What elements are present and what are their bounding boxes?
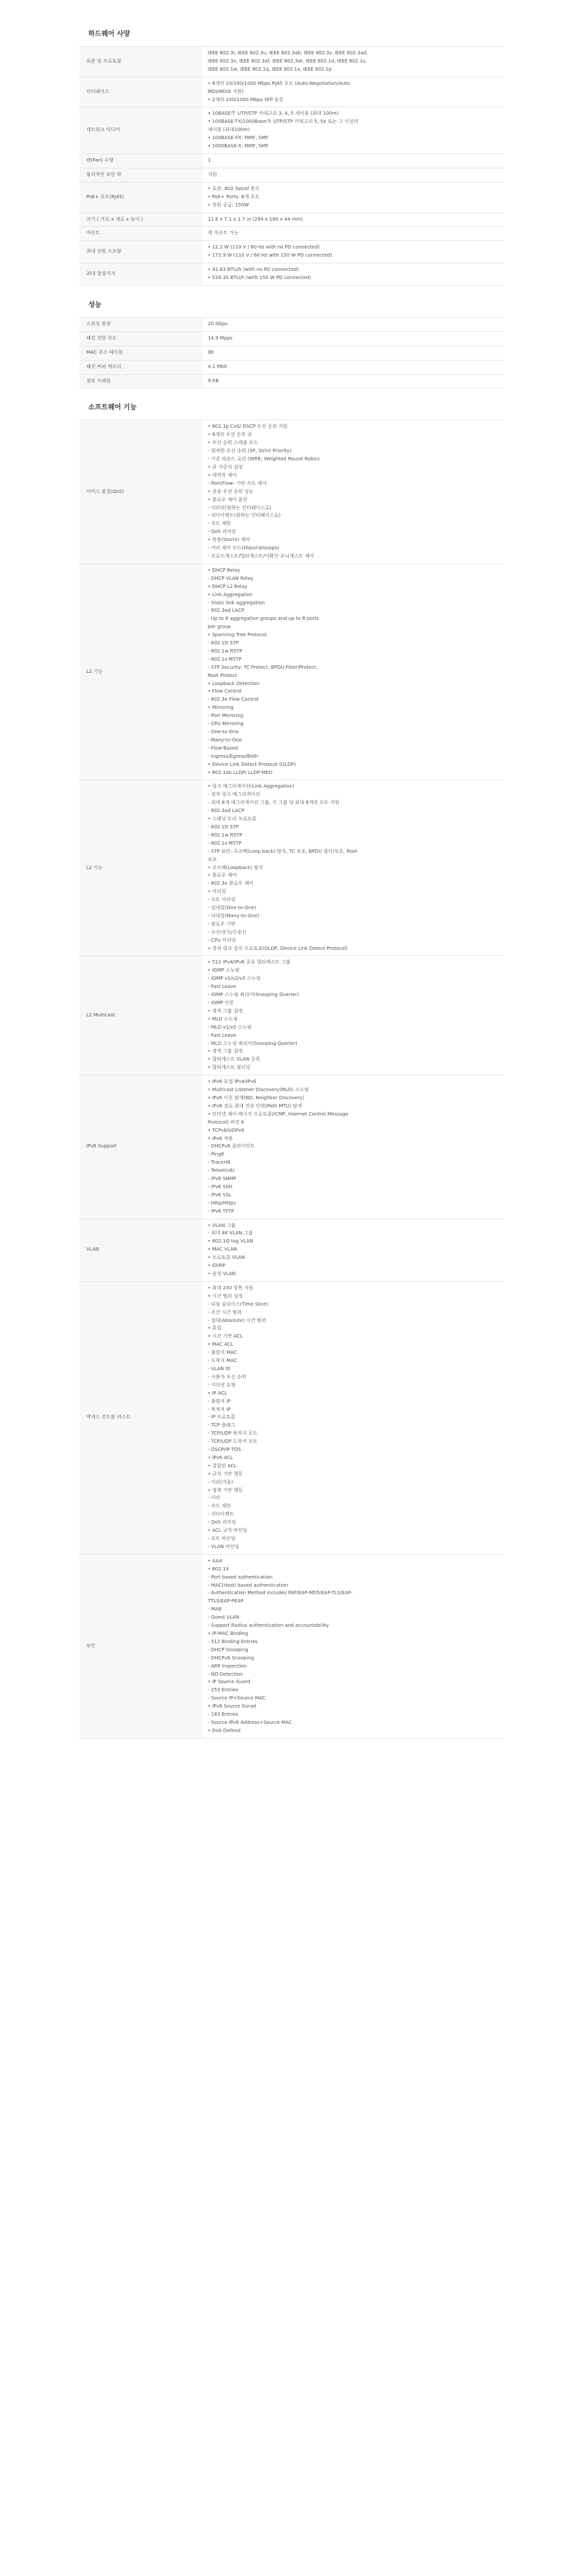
spec-value-line: • 결합된 ACL (208, 1462, 237, 1469)
spec-value (202, 77, 505, 107)
spec-value-line: - 도착지 MAC (208, 1358, 237, 1364)
spec-value-line: - Support Radius authentication and accountability (208, 1623, 329, 1629)
spec-value-line: - 802.3ad LACP (208, 608, 244, 614)
spec-value-line: • 512 IPv4/IPv6 공유 멀티캐스트 그룹 (208, 959, 291, 965)
spec-value-line: • IPv6 Source Gurad (208, 1704, 257, 1710)
spec-value-line: • 100BASE-TX/1000Base-T: UTP/STP 카테고리 5, 5e 또는 그 이상의 (208, 119, 359, 125)
spec-row (79, 346, 505, 360)
spec-value-line: - Source IPv6 Address+Source MAC (208, 1719, 292, 1725)
spec-value-line: - IGMP v1/v2/v3 스누핑 (208, 976, 261, 982)
spec-value (202, 1554, 505, 1738)
spec-value-line: • 스패닝 트리 프로토콜 (208, 816, 257, 822)
spec-label: VLAN (79, 1219, 202, 1281)
spec-value-line: • 100BASE-FX: MMF, SMF (208, 135, 269, 141)
spec-label: L2 Multicast (79, 956, 202, 1075)
spec-value-line: - MLD 스누핑 쿼리어(Snooping Querier) (208, 1040, 297, 1046)
spec-value-line: • VLAN 그룹 (208, 1222, 236, 1228)
spec-value-line: • IP Source Guard (208, 1679, 251, 1685)
spec-row (79, 1219, 505, 1281)
section-title: 성능 (88, 301, 102, 309)
spec-row (79, 1075, 505, 1219)
spec-value (202, 956, 505, 1075)
spec-value-line: - DHCPv6 Snooping (208, 1655, 255, 1661)
spec-row (79, 241, 505, 263)
spec-row (79, 420, 505, 564)
spec-value-line: 20 Gbps (208, 320, 228, 327)
spec-value-line: - 리다이렉트 (208, 1511, 234, 1517)
spec-value-line: - 미러 (208, 1495, 221, 1501)
spec-value-line: • DHCP Relay (208, 567, 240, 573)
spec-value-line: - 미러리(원하는 인터페이스로) (208, 504, 272, 511)
spec-row (79, 374, 505, 388)
spec-value (202, 241, 505, 263)
spec-value (202, 182, 505, 213)
spec-value-line: • IP ACL (208, 1390, 227, 1396)
spec-value-line: • 우선 순위 스케쥴 모드 (208, 440, 258, 446)
spec-value (202, 1219, 505, 1281)
spec-value-line: - 절대(Absolute) 시간 범위 (208, 1317, 266, 1323)
spec-value-line: - IGMP 스누핑 쿼리어(Snooping Querier) (208, 992, 299, 998)
spec-value-line: • 전원 공급: 150W (208, 202, 249, 208)
spec-value-line: • 루프백(Loopback) 탐지 (208, 864, 263, 870)
spec-value-line: • IGMP 스누핑 (208, 968, 240, 974)
spec-row (79, 360, 505, 374)
spec-value-line: • 규칙 기반 행동 (208, 1471, 243, 1477)
spec-value-line: • IPv6 ACL (208, 1454, 233, 1460)
spec-value-line: - Static link aggregation (208, 600, 265, 606)
spec-value-line: - STP 보안: 루프백(Loop back) 탐지, TC 보호, BPDU 필터/보호, Root (208, 848, 358, 854)
spec-value-line: - 수신/송신/수송신 (208, 929, 247, 935)
spec-value-line: - Many-to-One (208, 737, 242, 743)
spec-label: IPv6 Support (79, 1075, 202, 1219)
spec-value-line: • 최대 230 항목 지원 (208, 1285, 253, 1291)
spec-value-line: - 주간 시간 범위 (208, 1309, 242, 1315)
spec-value-line: - 183 Entries (208, 1712, 238, 1718)
spec-value-line: - 802.3ad LACP (208, 808, 244, 814)
spec-value (202, 374, 505, 388)
spec-value-line: 11.6 x 7.1 x 1.7 in (294 x 180 x 44 mm) (208, 216, 304, 222)
spec-value-line: - Guest VLAN (208, 1615, 240, 1621)
spec-table (79, 420, 505, 1738)
spec-value-line: • 큐 가중치 설정 (208, 464, 243, 470)
spec-value (202, 317, 505, 331)
spec-value-line: • 802.1ab LLDP/ LLDP-MED (208, 769, 272, 775)
spec-value-line: • Flow Control (208, 688, 242, 695)
spec-value-line: - Ingress/Egress/Both (208, 753, 259, 759)
spec-value (202, 168, 505, 182)
spec-value-line: - 일대일(One-to-One) (208, 905, 257, 911)
spec-value-line: Root Protect (208, 672, 237, 678)
spec-row (79, 227, 505, 241)
spec-value-line: 4.1 Mbit (208, 363, 227, 369)
spec-value (202, 420, 505, 564)
spec-value-line: - 사용자 우선 순위 (208, 1374, 247, 1380)
spec-value-line: • 10BASE-T: UTP/STP 카테고리 3, 4, 5 케이블 (최대 100m) (208, 111, 339, 117)
spec-row (79, 956, 505, 1075)
spec-value-line: TTLS/EAP-PEAP (208, 1598, 244, 1604)
spec-value-line: - DHCPv6 클라이언트 (208, 1143, 255, 1149)
spec-value-line: - Telnet(v6) (208, 1168, 235, 1174)
spec-value-line: • 539.35 BTU/h (with 150 W PD connected) (208, 275, 312, 281)
spec-value-line: per group (208, 624, 232, 630)
spec-row (79, 107, 505, 154)
spec-value-line: • 정적 그룹 설정 (208, 1048, 243, 1054)
spec-value-line: - Ping6 (208, 1152, 225, 1158)
spec-value-line: 8K (208, 349, 215, 355)
spec-value-line: - MAB (208, 1606, 222, 1613)
spec-value-line: IEEE 802.3x, IEEE 802.3af, IEEE 802.3at, IEEE 802.1d, IEEE 802.1s, (208, 58, 367, 64)
spec-value-line: - Tracert6 (208, 1160, 231, 1166)
spec-row (79, 47, 505, 77)
spec-value-line: 14.9 Mpps (208, 335, 233, 341)
spec-value-line: - 정적 링크 애그리게이션 (208, 792, 260, 798)
spec-value-line: - Port Mirroring (208, 713, 244, 719)
spec-value-line: • 대역폭 제어 (208, 472, 237, 478)
spec-value-line: • MAC ACL (208, 1342, 234, 1348)
spec-value-line: - 253 Entries (208, 1687, 238, 1693)
spec-value (202, 346, 505, 360)
spec-value (202, 107, 505, 154)
spec-value-line: • 장치 링크 감지 프로토콜(DLDP, Device Link Detect Protocol) (208, 945, 348, 951)
spec-value-line: - 목적지 IP (208, 1406, 231, 1412)
spec-value-line: - 타임 슬라이스(Time Slice) (208, 1301, 268, 1307)
spec-value (202, 331, 505, 346)
spec-value-line: - 가중 라운드 로빈 (WRR, Weighted Round Robin) (208, 456, 320, 462)
spec-value-line: - ND Detection (208, 1671, 243, 1677)
spec-value-line: • 8개의 우선 순위 큐 (208, 432, 252, 438)
spec-value-line: IEEE 802.1w, IEEE 802.1q, IEEE 802.1x, IEEE 802.1p (208, 66, 332, 72)
spec-value-line: • MAC VLAN (208, 1247, 238, 1253)
spec-value-line: 지원 (208, 171, 217, 177)
spec-label: L2 기능 (79, 564, 202, 780)
spec-value-line: • 플로우 제어 옵션 (208, 496, 248, 502)
spec-label: 표준 및 프로토콜 (79, 47, 202, 77)
spec-value-line: • 173.9 W (110 V / 60 Hz with 150 W PD connected) (208, 253, 333, 259)
spec-value-line: • DoS Defend (208, 1727, 241, 1733)
spec-value-line: • 8개의 10/100/1000 Mbps RJ45 포트 (Auto-Negotiation/Auto (208, 80, 350, 86)
spec-value-line: • 인터넷 제어 메시지 프로토콜(ICMP, Internet Control Message (208, 1111, 348, 1117)
spec-value-line: - 엄격한 우선 순위 (SP, Strict Priority) (208, 448, 292, 454)
spec-row (79, 77, 505, 107)
spec-label: MAC 주소 테이블 (79, 346, 202, 360)
spec-row (79, 153, 505, 168)
spec-value-line: - IPv6 SSH (208, 1183, 233, 1190)
spec-value-line: • IPv6 듀얼 IPv4/IPv6 (208, 1079, 257, 1085)
spec-value-line: - DSCP/IP TOS (208, 1447, 241, 1453)
spec-value-line: • 멀티캐스트 VLAN 등록 (208, 1056, 261, 1063)
spec-value-line: - VLAN ID (208, 1365, 231, 1372)
spec-value-line: - CPU 미러링 (208, 937, 236, 943)
spec-table (79, 317, 505, 389)
spec-value-line: - 512 Binding Entries (208, 1638, 258, 1644)
spec-value-line: • IPv6 경로 최대 전송 단위(Path MTU) 탐색 (208, 1103, 302, 1109)
spec-value-line: - 802.3x 플로우 제어 (208, 881, 254, 887)
spec-value-line: - Port based authentication (208, 1574, 273, 1580)
spec-value-line: - 플로우 기반 (208, 921, 236, 927)
spec-value-line: • MLD 스누핑 (208, 1016, 238, 1022)
spec-value-line: - 802.1s MSTP (208, 840, 242, 846)
spec-value-line: - 속도 제한 (208, 521, 232, 527)
spec-value-line: - 최대 4K VLAN 그룹 (208, 1230, 253, 1236)
spec-value-line: 랙 마운트 가능 (208, 230, 239, 236)
spec-value-line: - 802.1w RSTP (208, 648, 242, 654)
spec-label: 보안 (79, 1554, 202, 1738)
spec-value-line: - VLAN 바인딩 (208, 1543, 240, 1549)
spec-value-line: • 플로우 제어 (208, 872, 237, 879)
spec-value-line: - IPv6 SNMP (208, 1176, 236, 1182)
spec-value (202, 564, 505, 780)
section-title: 소프트웨어 기능 (88, 404, 137, 412)
spec-value-line: 1 (208, 157, 211, 163)
spec-value-line: • IP-MAC Binding (208, 1630, 249, 1636)
spec-value-line: • GVRP (208, 1263, 225, 1269)
spec-value-line: - 리다이렉트(원하는 인터페이스로) (208, 513, 281, 519)
spec-row (79, 564, 505, 780)
spec-value (202, 47, 505, 77)
spec-value-line: - STP Security: TC Protect, BPDU Filter/Protect, (208, 664, 318, 670)
spec-value-line: - TCP 플래그 (208, 1422, 236, 1429)
spec-value-line: 보호 (208, 856, 217, 862)
spec-value-line: - 출발지 MAC (208, 1350, 237, 1356)
spec-value (202, 153, 505, 168)
spec-row (79, 331, 505, 346)
spec-value-line: 9 KB (208, 378, 219, 384)
spec-value-line: • 41.63 BTU/h (with no PD connected) (208, 267, 299, 273)
spec-value-line: • IPv6 이웃 탐색(ND, Neighbor Discovery) (208, 1094, 305, 1101)
spec-value-line: • 시간 기반 ACL (208, 1333, 243, 1340)
spec-label: 패킷 전달 속도 (79, 331, 202, 346)
spec-label: 스위칭 용량 (79, 317, 202, 331)
spec-value-line: - 다대일(Many-to-One) (208, 913, 259, 919)
spec-row (79, 317, 505, 331)
spec-value (202, 780, 505, 956)
spec-value-line: - IPv6 SSL (208, 1192, 232, 1198)
spec-value-line: - 속도 제한 (208, 1503, 232, 1509)
spec-value-line: • 음성 VLAN (208, 1271, 236, 1276)
spec-value-line: • Multicast Listener Discovery(MLD) 스누핑 (208, 1087, 309, 1093)
spec-value-line: - Http/Https (208, 1200, 236, 1206)
section-title: 하드웨어 사양 (88, 31, 130, 38)
spec-table (79, 46, 505, 286)
spec-value-line: • 폭풍(Storm) 제어 (208, 537, 251, 543)
spec-label: L2 기능 (79, 780, 202, 956)
spec-value-line: • 전송 우선 순위 성능 (208, 488, 254, 494)
spec-value-line: - 출발지 IP (208, 1398, 231, 1404)
spec-value-line: • ACL 규칙 바인딩 (208, 1528, 248, 1534)
spec-value-line: 케이블 (최대100m) (208, 127, 250, 133)
spec-value-line: • PoE+ Ports: 8개 포트 (208, 194, 260, 200)
spec-value-line: • 표준: 802.3at/af 준수 (208, 185, 260, 191)
spec-label: 인터페이스 (79, 77, 202, 107)
spec-label: 최대 전원 소모량 (79, 241, 202, 263)
spec-value-line: - 브로드캐스트/멀티캐스트/미확인-유니캐스트 제어 (208, 553, 314, 559)
spec-value-line: • TCPv6/UDPv6 (208, 1127, 244, 1133)
spec-value-line: - QoS 리마킹 (208, 529, 236, 535)
spec-value-line: - IPv6 TFTP (208, 1208, 234, 1214)
spec-value-line: • 휴일 (208, 1325, 221, 1331)
spec-value-line: - 포트 미러링 (208, 897, 236, 903)
spec-value-line: - Source IP+Source MAC (208, 1695, 266, 1701)
spec-value-line: • 2개의 100/1000 Mbps SFP 슬롯 (208, 96, 284, 103)
spec-value-line: • Link Aggregation (208, 591, 253, 597)
spec-value-line: • AAA (208, 1558, 223, 1564)
spec-value-line: • 정적 그룹 설정 (208, 1008, 243, 1014)
spec-value-line: - TCP/UDP 목적지 포트 (208, 1431, 258, 1437)
spec-value-line: • 링크 애그리게이션(Link Aggregation) (208, 784, 295, 790)
spec-value-line: - Port/Flow- 기반 속도 제어 (208, 480, 267, 486)
spec-value-line: - Fast Leave (208, 984, 236, 990)
spec-value-line: • Mirroring (208, 705, 234, 711)
spec-value-line: - ARP Inspection (208, 1663, 247, 1669)
spec-value-line: - IP 프로토콜 (208, 1414, 236, 1420)
spec-value-line: - DHCP Snooping (208, 1646, 249, 1653)
spec-value-line: • 802.1X (208, 1566, 230, 1572)
spec-value (202, 360, 505, 374)
spec-value-line: - 포트 바인딩 (208, 1536, 236, 1541)
spec-label: 서비스 품질(QoS) (79, 420, 202, 564)
spec-value-line: - 802.3x Flow Control (208, 697, 259, 703)
spec-value-line: - Fast Leave (208, 1032, 236, 1038)
spec-value-line: - TCP/UDP 도착지 포트 (208, 1439, 258, 1445)
spec-value-line: - 802.1D STP (208, 824, 239, 830)
spec-row (79, 263, 505, 286)
spec-value-line: MDI/MDIX 지원) (208, 88, 244, 94)
spec-value-line: • Loopback Detection (208, 680, 260, 686)
spec-value-line: - MAC(Host) based authentication (208, 1582, 289, 1588)
spec-value-line: • 1000BASE-X: MMF, SMF (208, 143, 269, 149)
spec-value-line: • Device Link Detect Protocol (DLDP) (208, 761, 296, 767)
spec-value (202, 1075, 505, 1219)
spec-value (202, 263, 505, 286)
spec-value-line: - 최대 8개 애그리게이션 그룹, 각 그룹 당 최대 8개의 포트 지원 (208, 800, 340, 806)
spec-row (79, 213, 505, 227)
spec-value-line: - 802.1D STP (208, 640, 239, 646)
spec-value-line: - 미러(거울) (208, 1479, 234, 1485)
spec-value-line: • Spanning Tree Protocol (208, 632, 267, 638)
spec-value-line: - DHCP VLAN Relay (208, 575, 254, 581)
spec-value-line: - IGMP 인증 (208, 1000, 234, 1006)
spec-value-line: • 802.1Q tag VLAN (208, 1238, 253, 1245)
spec-label: 패킷 버퍼 메모리 (79, 360, 202, 374)
spec-value-line: • IPv6 적용 (208, 1135, 233, 1141)
spec-label: 점보 프레임 (79, 374, 202, 388)
spec-row (79, 1554, 505, 1738)
spec-value (202, 213, 505, 227)
spec-label: 크기 ( 가로 x 세로 x 높이 ) (79, 213, 202, 227)
spec-value-line: • DHCP L2 Relay (208, 583, 248, 589)
spec-value-line: - One-to-One (208, 729, 239, 735)
spec-value-line: - Flow-Based (208, 745, 238, 751)
spec-value-line: - 802.1s MSTP (208, 656, 242, 662)
spec-value-line: • 멀티캐스트 필터링 (208, 1065, 251, 1071)
spec-value-line: IEEE 802.3i, IEEE 802.3u, IEEE 802.3ab, IEEE 802.3z, IEEE 802.3ad, (208, 50, 368, 56)
spec-value-line: - Up to 8 aggregation groups and up to 8 ports (208, 616, 319, 622)
spec-row (79, 182, 505, 213)
spec-value (202, 1281, 505, 1554)
spec-label: PoE+ 포트(RJ45) (79, 182, 202, 213)
spec-label: 네트워크 미디어 (79, 107, 202, 154)
spec-label: 팬(Fan) 수량 (79, 153, 202, 168)
spec-value-line: Protocol) 버전 6 (208, 1119, 244, 1125)
spec-value-line: - 802.1w RSTP (208, 832, 242, 838)
spec-value-line: - Authentication Method includes PAP/EAP-MD5/EAP-TLS/EAP- (208, 1590, 353, 1596)
spec-value-line: - CPU Mirroring (208, 721, 244, 727)
spec-row (79, 780, 505, 956)
spec-label: 물리적인 보안 락 (79, 168, 202, 182)
spec-label: 마운트 (79, 227, 202, 241)
spec-value-line: - MLD v1/v2 스누핑 (208, 1024, 252, 1030)
spec-value-line: • 802.1p CoS/ DSCP 우선 순위 지원 (208, 424, 288, 430)
spec-value-line: - 여러 제어 모드(kbps/ratio/pps) (208, 545, 280, 551)
spec-value-line: • 정책 기반 행동 (208, 1487, 243, 1493)
spec-value-line: • 12.2 W (110 V / 60 Hz with no PD connected) (208, 244, 320, 251)
spec-value-line: • 미러링 (208, 889, 226, 895)
spec-row (79, 1281, 505, 1554)
spec-label: 액세스 컨트롤 리스트 (79, 1281, 202, 1554)
spec-row (79, 168, 505, 182)
spec-value (202, 227, 505, 241)
spec-label: 최대 발열지지 (79, 263, 202, 286)
spec-value-line: • 프로토콜 VLAN (208, 1255, 245, 1261)
spec-value-line: - 이더넷 유형 (208, 1382, 236, 1388)
spec-value-line: • 시간 범위 설정 (208, 1293, 243, 1299)
spec-value-line: - QoS 리마킹 (208, 1520, 236, 1526)
